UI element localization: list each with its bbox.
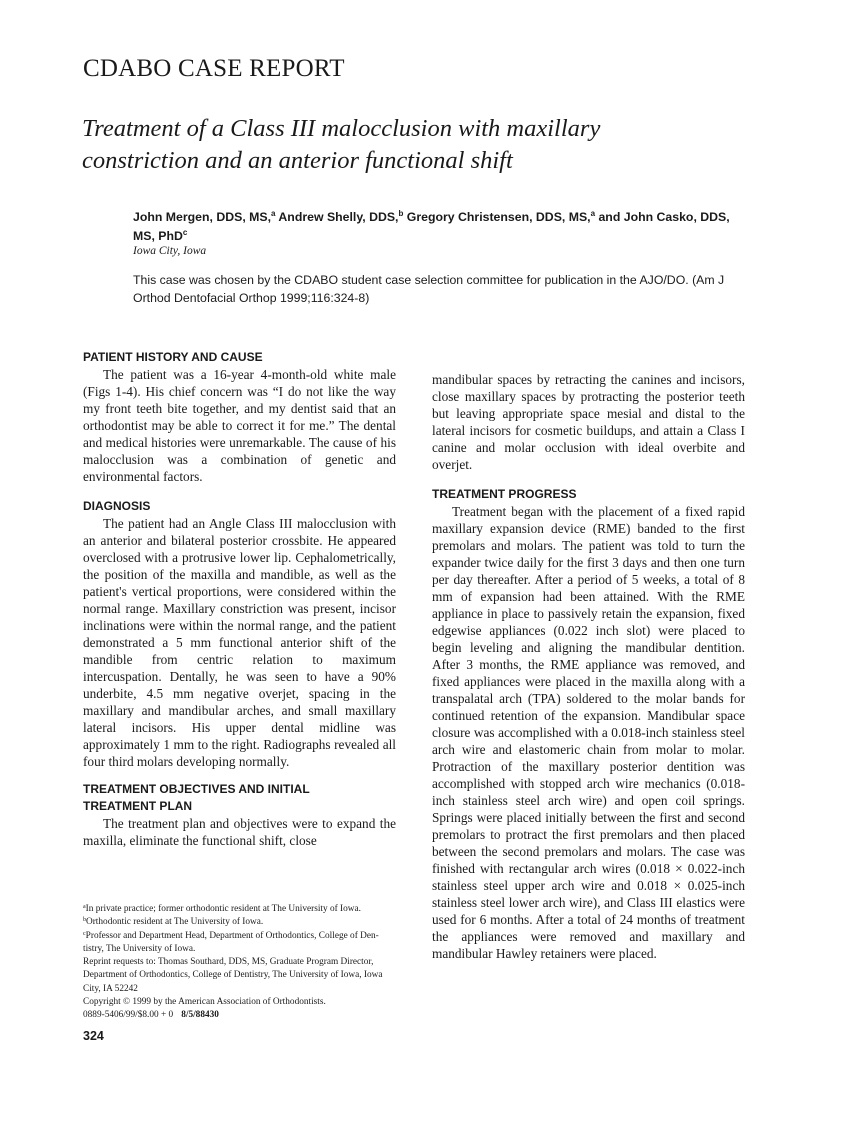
heading-line: TREATMENT PLAN [83,799,193,813]
author-list [133,208,753,246]
copyright-notice: Copyright © 1999 by the American Association of Orthodontists. [83,997,326,1008]
footnote-text: Professor and Department Head, Department of Orthodontics, College of Dentistry, The University of Iowa. [83,930,379,954]
footnote-mark: a [83,904,86,910]
affiliation-mark: c [182,228,188,237]
page-number: 324 [83,1029,104,1043]
affiliation-mark: b [398,209,404,218]
article-code: 8/5/88430 [181,1010,219,1021]
progress-paragraph: Treatment began with the placement of a fixed rapid maxillary expansion device (RME) banded to the first premolars and molars. The patient was told to turn the expander twice daily for the first 3 days and then one turn per day thereafter. After a period of 5 weeks, a total of 8 mm of expansion had been attained. With the RME appliance in place to passively retain the expansion, fixed edgewise appliances (0.022 inch slot) were placed to begin leveling and aligning the mandibular dentition. After 3 months, the RME appliance was removed, and fixed appliances were placed in the maxilla along with a transpalatal arch (TPA) soldered to the molar bands for continued retention of the expansion. Mandibular space closure was accomplished with a 0.018-inch stainless steel arch wire and elastomeric chain from molar to molar. Protraction of the maxillary posterior dentition was accomplished with stopped arch wire mechanics (0.018-inch stainless steel arch wire) and open coil springs. Springs were placed initially between the first and second premolars to protract the first premolars and then placed between the second premolars and molars. The case was finished with rectangular arch wires (0.018 × 0.022-inch stainless steel upper arch wire and 0.018 × 0.025-inch stainless steel lower arch wire), and Class III elastics were used for 6 months. After a total of 24 months of treatment the appliances were removed and maxillary and mandibular Hawley retainers were placed. [432,504,745,961]
article-title [82,113,722,177]
issn-line [83,1009,396,1022]
article-title-line-1: Treatment of a Class III malocclusion with maxillary [82,115,601,142]
footnote-text: Orthodontic resident at The University of Iowa. [86,917,264,928]
footnote-mark: c [83,930,86,937]
section-heading-history: PATIENT HISTORY AND CAUSE [83,350,263,364]
footnote-text: In private practice; former orthodontic resident at The University of Iowa. [85,904,361,914]
section-heading-objectives [83,781,396,815]
author-name: Andrew Shelly, DDS, [275,210,399,224]
reprint-requests: Reprint requests to: Thomas Southard, DDS, MS, Graduate Program Director, Department of Orthodontics, College of Dentistry, The University of Iowa, Iowa City, IA 52242 [83,957,383,994]
author-location: Iowa City, Iowa [133,245,207,257]
diagnosis-paragraph: The patient had an Angle Class III malocclusion with an anterior and bilateral posterior crossbite. He appeared overclosed with a protrusive lower lip. Cephalometrically, the position of the maxilla and mandible, as well as the patient's vertical proportions, were considered within the normal range. Maxillary constriction was present, incisor inclinations were within the normal range, and the patient demonstrated a 5 mm functional anterior shift of the mandible from centric relation to maximum intercuspation. Dentally, he was seen to have a 90% underbite, 4.5 mm negative overjet, spacing in the maxillary and mandibular arches, and small maxillary lateral incisors. His upper dental midline was approximately 1 mm to the right. Radiographs revealed all four third molars developing normally. [83,516,396,769]
series-title: CDABO CASE REPORT [83,55,345,82]
section-heading-progress: TREATMENT PROGRESS [432,487,577,501]
case-selection-note: This case was chosen by the CDABO student case selection committee for publication in the AJO/DO. (Am J Orthod Dentofacial Orthop 1999;116:324-8) [133,273,725,305]
issn-code: 0889-5406/99/$8.00 + 0 [83,1010,174,1021]
article-title-line-2: constriction and an anterior functional shift [82,147,513,174]
affiliation-mark: a [590,209,596,218]
affiliation-mark: a [271,209,276,218]
history-paragraph: The patient was a 16-year 4-month-old white male (Figs 1-4). His chief concern was “I do not like the way my front teeth bite together, and my dentist said that an orthodontist may be able to correct it for me.” The dental and medical histories were unremarkable. The cause of his malocclusion was a combination of genetic and environmental factors. [83,367,396,484]
footnote-c [83,930,396,957]
author-name: and John Casko, DDS, MS, PhD [133,210,730,243]
heading-line: TREATMENT OBJECTIVES AND INITIAL [83,782,310,796]
author-name: John Mergen, DDS, MS, [133,210,272,224]
footnotes [83,903,396,1023]
author-name: Gregory Christensen, DDS, MS, [403,210,591,224]
objectives-paragraph-continued: mandibular spaces by retracting the canines and incisors, close maxillary spaces by protracting the posterior teeth but leaving appropriate space mesial and distal to the lateral incisors for cosmetic buildups, and attain a Class I canine and molar occlusion with ideal overbite and overjet. [432,372,745,472]
section-heading-diagnosis: DIAGNOSIS [83,499,151,513]
footnote-b [83,916,396,929]
left-column [83,349,396,849]
footnote-a [83,903,396,916]
footnote-mark: b [83,917,86,924]
right-column [432,371,745,962]
objectives-paragraph-start: The treatment plan and objectives were to expand the maxilla, eliminate the functional shift, close [83,816,396,848]
